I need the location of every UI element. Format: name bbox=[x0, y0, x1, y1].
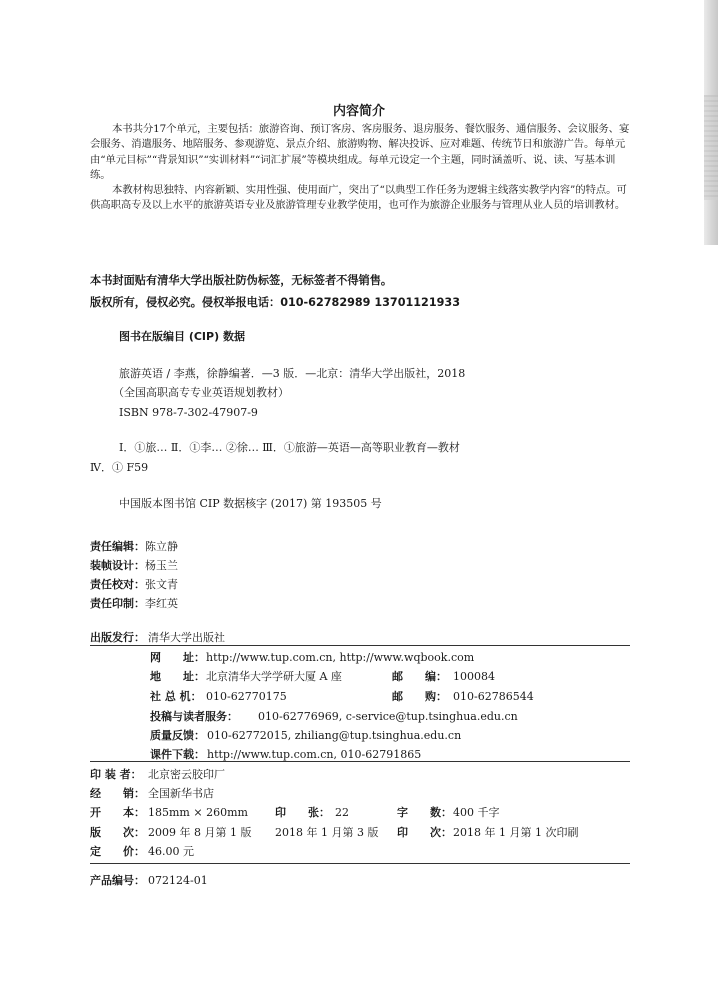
divider bbox=[90, 645, 630, 646]
printer-label: 印 装 者： bbox=[90, 768, 142, 781]
quality-feedback-label: 质量反馈： bbox=[150, 729, 205, 742]
divider bbox=[90, 761, 630, 762]
cip-isbn: ISBN 978-7-302-47907-9 bbox=[119, 406, 258, 419]
staff-proofreader bbox=[90, 577, 178, 593]
cip-classification: Ⅰ．①旅… Ⅱ．①李… ②徐… Ⅲ．①旅游—英语—高等职业教育—教材 bbox=[119, 441, 460, 454]
staff-value: 杨玉兰 bbox=[145, 559, 178, 572]
publisher-value: 清华大学出版社 bbox=[148, 631, 225, 644]
staff-label: 责任印制： bbox=[90, 597, 145, 610]
edition-first: 2009 年 8 月第 1 版 bbox=[148, 826, 252, 839]
sheets-value: 22 bbox=[335, 806, 349, 819]
printing-value: 2018 年 1 月第 1 次印刷 bbox=[453, 826, 579, 839]
staff-designer bbox=[90, 558, 178, 574]
staff-label: 责任校对： bbox=[90, 578, 145, 591]
edition-label: 版 次： bbox=[90, 826, 145, 839]
divider bbox=[90, 863, 630, 864]
word-count-label: 字 数： bbox=[397, 806, 452, 819]
distributor-value: 全国新华书店 bbox=[148, 787, 214, 800]
copyright-notice: 版权所有，侵权必究。侵权举报电话：010-62782989 13701121933 bbox=[90, 296, 460, 309]
format-label: 开 本： bbox=[90, 806, 145, 819]
intro-paragraph: 本教材构思独特、内容新颖、实用性强、使用面广，突出了“以典型工作任务为逻辑主线落实教学内容”的特点。可供高职高专及以上水平的旅游英语专业及旅游管理专业教学使用，也可作为旅游企业服务与管理从业人员的培训教材。 bbox=[90, 184, 627, 212]
staff-value: 李红英 bbox=[145, 597, 178, 610]
price-value: 46.00 元 bbox=[148, 845, 194, 858]
intro-title: 内容简介 bbox=[332, 104, 385, 119]
publisher-label: 出版发行： bbox=[90, 631, 145, 644]
printer-value: 北京密云胶印厂 bbox=[148, 768, 225, 781]
price-label: 定 价： bbox=[90, 845, 145, 858]
address-value: 北京清华大学学研大厦 A 座 bbox=[206, 670, 342, 683]
website-label: 网 址： bbox=[150, 651, 205, 664]
courseware-value: http://www.tup.com.cn, 010-62791865 bbox=[207, 748, 422, 761]
staff-printing bbox=[90, 596, 178, 612]
cip-classification-2: Ⅳ．① F59 bbox=[90, 461, 149, 474]
staff-editor bbox=[90, 539, 178, 555]
zip-label: 邮 编： bbox=[392, 670, 447, 683]
distributor-label: 经 销： bbox=[90, 787, 145, 800]
staff-value: 陈立静 bbox=[145, 540, 178, 553]
website-value: http://www.tup.com.cn, http://www.wqbook.com bbox=[206, 651, 475, 664]
word-count-value: 400 千字 bbox=[453, 806, 500, 819]
intro-paragraph: 本书共分17个单元，主要包括：旅游咨询、预订客房、客房服务、退房服务、餐饮服务、通信服务、会议服务、宴会服务、消遣服务、地陪服务、参观游览、景点介绍、旅游购物、解决投诉、应对难题、传统节日和旅游广告。每单元由“单元目标”“背景知识”“实训材料”“词汇扩展”等模块组成。每单元设定一个主题，同时涵盖听、说、读、写基本训练。 bbox=[90, 123, 630, 181]
anti-counterfeit-notice: 本书封面贴有清华大学出版社防伪标签，无标签者不得销售。 bbox=[90, 274, 393, 287]
switchboard-value: 010-62770175 bbox=[206, 690, 287, 703]
mail-order-value: 010-62786544 bbox=[453, 690, 534, 703]
printing-label: 印 次： bbox=[397, 826, 452, 839]
format-value: 185mm × 260mm bbox=[148, 806, 248, 819]
mail-order-label: 邮 购： bbox=[392, 690, 447, 703]
product-code-label: 产品编号： bbox=[90, 874, 145, 887]
courseware-label: 课件下载： bbox=[150, 748, 205, 761]
address-label: 地 址： bbox=[150, 670, 205, 683]
staff-label: 装帧设计： bbox=[90, 559, 145, 572]
staff-value: 张文青 bbox=[145, 578, 178, 591]
sheets-label: 印 张： bbox=[275, 806, 330, 819]
quality-feedback-value: 010-62772015, zhiliang@tup.tsinghua.edu.cn bbox=[207, 729, 462, 742]
cip-record-number: 中国版本图书馆 CIP 数据核字 (2017) 第 193505 号 bbox=[119, 497, 382, 510]
switchboard-label: 社 总 机： bbox=[150, 690, 202, 703]
contribution-value: 010-62776969, c-service@tup.tsinghua.edu.cn bbox=[258, 710, 518, 723]
cip-series: （全国高职高专专业英语规划教材） bbox=[113, 386, 289, 399]
edition-current: 2018 年 1 月第 3 版 bbox=[275, 826, 379, 839]
cip-title: 图书在版编目 (CIP) 数据 bbox=[119, 330, 245, 343]
intro-body bbox=[90, 122, 630, 214]
zip-value: 100084 bbox=[453, 670, 495, 683]
product-code-value: 072124-01 bbox=[148, 874, 208, 887]
contribution-label: 投稿与读者服务： bbox=[150, 710, 238, 723]
staff-label: 责任编辑： bbox=[90, 540, 145, 553]
cip-line: 旅游英语 / 李燕，徐静编著．—3 版．—北京：清华大学出版社，2018 bbox=[119, 367, 466, 380]
